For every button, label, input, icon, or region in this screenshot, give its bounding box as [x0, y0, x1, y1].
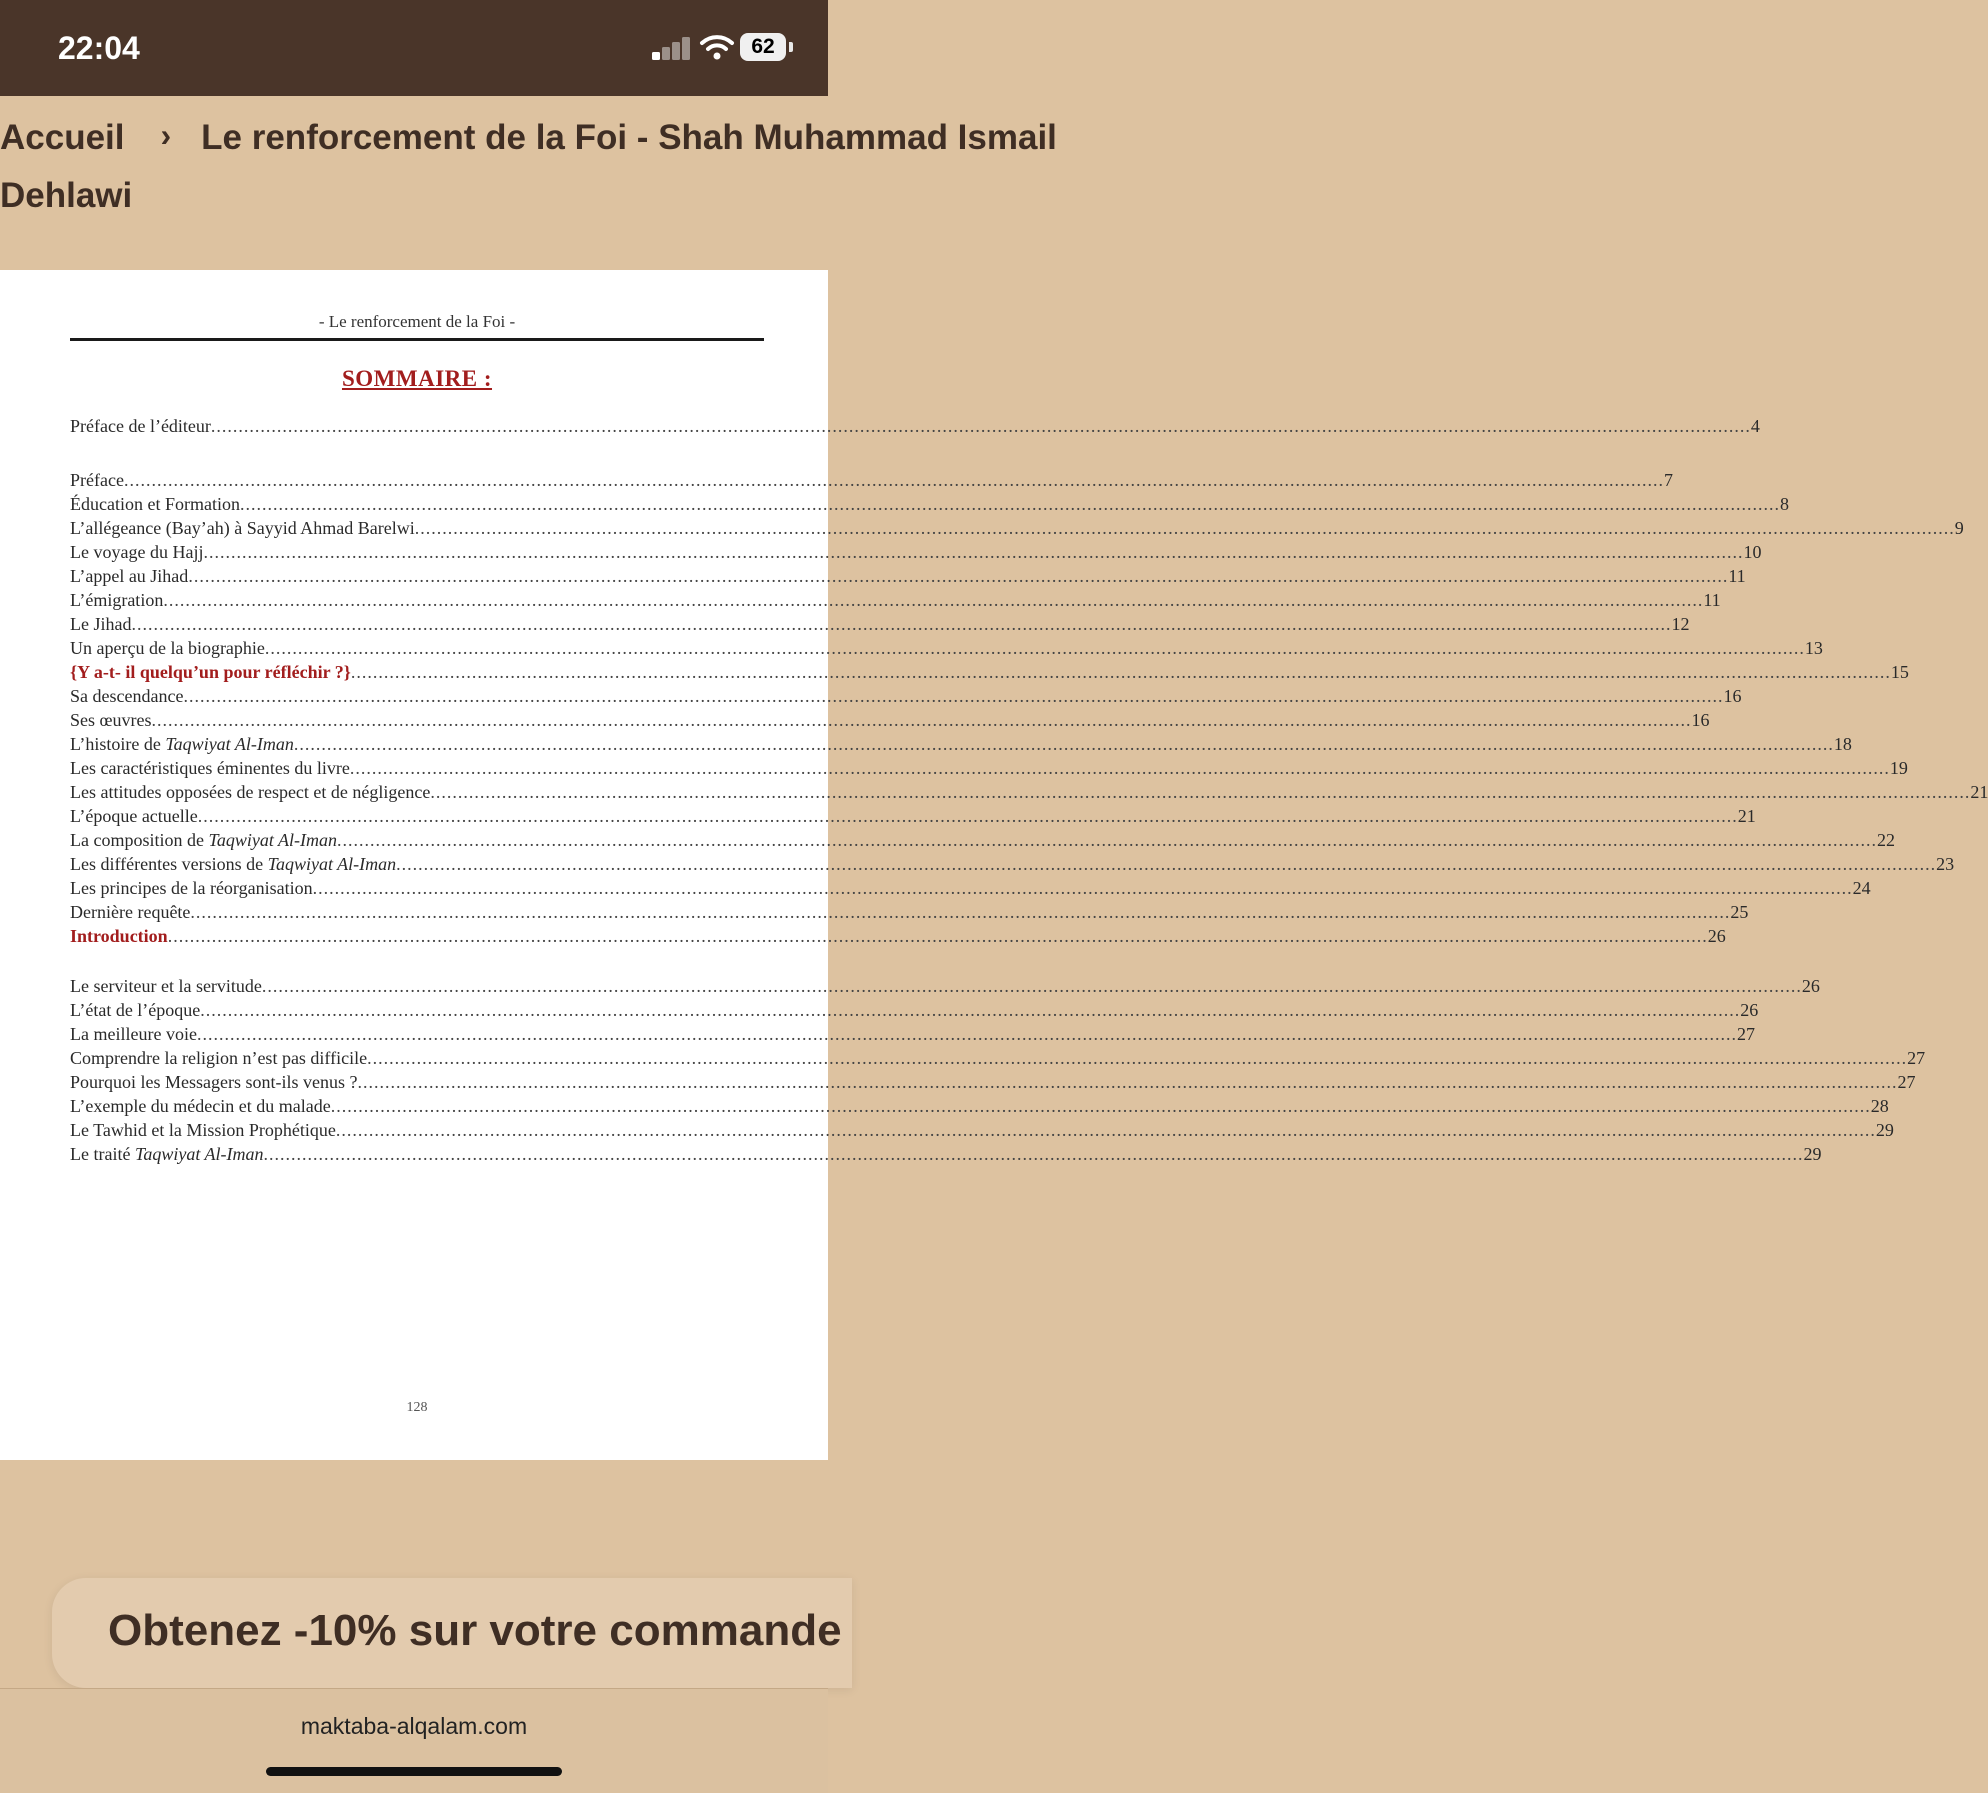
toc-leader-dots: [367, 1048, 1907, 1069]
toc-entry-page: 15: [1890, 662, 1909, 682]
toc-entry-page: 9: [1954, 518, 1964, 538]
toc-entry-page: 21: [1737, 806, 1756, 826]
toc-leader-dots: [262, 976, 1802, 997]
toc-entry[interactable]: [70, 878, 1871, 904]
toc-leader-dots: [197, 1024, 1737, 1045]
toc-entry[interactable]: [70, 758, 1908, 784]
toc-entry-page: 13: [1804, 638, 1823, 658]
toc-leader-dots: [430, 782, 1970, 803]
document-page: [0, 270, 1988, 1460]
toc-leader-dots: [350, 758, 1890, 779]
chevron-right-icon: ›: [160, 117, 172, 153]
page-number: 128: [406, 1400, 428, 1415]
toc-entry-page: 16: [1723, 686, 1742, 706]
toc-leader-dots: [163, 590, 1703, 611]
toc-leader-dots: [331, 1096, 1871, 1117]
toc-leader-dots: [313, 878, 1853, 899]
toc-entry-title: Préface: [70, 470, 124, 490]
wifi-icon: [700, 34, 734, 60]
toc-entry-title: Le voyage du Hajj: [70, 542, 204, 562]
toc-leader-dots: [200, 1000, 1740, 1021]
header-rule: [70, 338, 764, 341]
toc-entry-page: 7: [1663, 470, 1673, 490]
toc-entry-page: 4: [1750, 416, 1760, 436]
toc-leader-dots: [265, 638, 1805, 659]
toc-entry-page: 22: [1877, 830, 1895, 850]
toc-leader-dots: [337, 830, 1877, 851]
toc-entry-page: 27: [1736, 1024, 1755, 1044]
running-title: - Le renforcement de la Foi -: [318, 312, 516, 331]
toc-entry[interactable]: [70, 1120, 1894, 1146]
breadcrumb-current: Le renforcement de la Foi - Shah Muhammad Ismail: [201, 118, 1057, 157]
toc-entry-title: La composition de Taqwiyat Al-Iman: [70, 830, 337, 850]
toc-entry-page: 21: [1970, 782, 1988, 802]
toc-entry[interactable]: [70, 662, 1909, 688]
toc-entry[interactable]: [70, 1048, 1926, 1074]
toc-entry-page: 26: [1740, 1000, 1759, 1020]
toc-entry-title: L’exemple du médecin et du malade: [70, 1096, 331, 1116]
toc-entry[interactable]: [70, 590, 1721, 616]
toc-entry-title: Le Jihad: [70, 614, 132, 634]
breadcrumb-home-link[interactable]: Accueil: [0, 118, 125, 157]
toc-leader-dots: [357, 1072, 1897, 1093]
toc-entry[interactable]: [70, 782, 1988, 808]
toc-entry[interactable]: [70, 1024, 1755, 1050]
toc-entry[interactable]: [70, 976, 1820, 1002]
toc-leader-dots: [294, 734, 1834, 755]
toc-entry[interactable]: [70, 1072, 1916, 1098]
toc-leader-dots: [198, 806, 1738, 827]
toc-leader-dots: [211, 416, 1751, 437]
toc-leader-dots: [131, 614, 1671, 635]
toc-entry-title: Un aperçu de la biographie: [70, 638, 265, 658]
toc-entry-title: {Y a-t- il quelqu’un pour réfléchir ?}: [70, 662, 351, 682]
toc-entry-title: Les principes de la réorganisation: [70, 878, 313, 898]
toc-leader-dots: [415, 518, 1955, 539]
toc-entry-title: Sa descendance: [70, 686, 184, 706]
cellular-signal-icon: [652, 36, 692, 60]
toc-leader-dots: [168, 926, 1708, 947]
toc-leader-dots: [190, 902, 1730, 923]
toc-entry-page: 23: [1936, 854, 1955, 874]
toc-entry-title: Introduction: [70, 926, 168, 946]
toc-entry[interactable]: [70, 614, 1690, 640]
toc-entry-title: Les attitudes opposées de respect et de négligence: [70, 782, 431, 802]
toc-entry[interactable]: [70, 416, 1760, 442]
toc-entry[interactable]: [70, 926, 1726, 952]
toc-entry-title: Le serviteur et la servitude: [70, 976, 262, 996]
toc-entry-page: 12: [1671, 614, 1690, 634]
toc-leader-dots: [263, 1144, 1803, 1165]
toc-entry-page: 25: [1730, 902, 1749, 922]
battery-icon: 62: [740, 33, 786, 61]
toc-leader-dots: [336, 1120, 1876, 1141]
toc-entry[interactable]: [70, 542, 1762, 568]
toc-entry[interactable]: [70, 1000, 1759, 1026]
toc-leader-dots: [351, 662, 1891, 683]
toc-entry-page: 26: [1801, 976, 1820, 996]
toc-entry-title: L’état de l’époque: [70, 1000, 201, 1020]
address-url: maktaba-alqalam.com: [300, 1713, 528, 1739]
toc-entry-title: Les caractéristiques éminentes du livre: [70, 758, 350, 778]
breadcrumb: [0, 96, 1057, 270]
toc-entry[interactable]: [70, 686, 1742, 712]
toc-entry-title: L’appel au Jihad: [70, 566, 189, 586]
toc-leader-dots: [152, 710, 1692, 731]
toc-entry-title: Dernière requête: [70, 902, 191, 922]
toc-entry[interactable]: [70, 638, 1823, 664]
toc-entry-title: Le traité Taqwiyat Al-Iman: [70, 1144, 264, 1164]
toc-entry-title: Le Tawhid et la Mission Prophétique: [70, 1120, 336, 1140]
toc-entry[interactable]: [70, 470, 1673, 496]
toc-entry-title: Ses œuvres: [70, 710, 152, 730]
toc-entry-title: Les différentes versions de Taqwiyat Al-Iman: [70, 854, 397, 874]
status-time: 22:04: [58, 30, 140, 66]
toc-leader-dots: [240, 494, 1780, 515]
toc-entry[interactable]: [70, 710, 1710, 736]
toc-entry-page: 27: [1897, 1072, 1916, 1092]
toc-entry-page: 29: [1875, 1120, 1894, 1140]
toc-entry-page: 11: [1703, 590, 1721, 610]
toc-entry[interactable]: [70, 854, 1955, 880]
toc-entry[interactable]: [70, 1096, 1889, 1122]
toc-entry-title: Pourquoi les Messagers sont-ils venus ?: [70, 1072, 358, 1092]
toc-entry[interactable]: [70, 518, 1964, 544]
toc-entry-title: L’allégeance (Bay’ah) à Sayyid Ahmad Barelwi: [70, 518, 415, 538]
toc-entry-page: 10: [1743, 542, 1762, 562]
toc-entry-title: La meilleure voie: [70, 1024, 197, 1044]
toc-entry[interactable]: [70, 1144, 1822, 1170]
toc-entry-title: Éducation et Formation: [70, 494, 240, 514]
toc-entry-page: 28: [1870, 1096, 1889, 1116]
promo-banner[interactable]: [52, 1578, 852, 1688]
promo-text: Obtenez -10% sur votre commande: [108, 1606, 842, 1655]
toc-entry-page: 18: [1833, 734, 1852, 754]
page-title: SOMMAIRE :: [341, 366, 493, 391]
toc-leader-dots: [183, 686, 1723, 707]
toc-entry-title: Préface de l’éditeur: [70, 416, 211, 436]
toc-entry-title: L’émigration: [70, 590, 164, 610]
toc-entry[interactable]: [70, 902, 1749, 928]
toc-entry[interactable]: [70, 494, 1789, 520]
toc-entry-page: 16: [1691, 710, 1710, 730]
toc-entry[interactable]: [70, 566, 1746, 592]
breadcrumb-line-1: [0, 118, 1057, 158]
breadcrumb-line-2: Dehlawi: [0, 176, 133, 215]
toc-leader-dots: [124, 470, 1664, 491]
browser-address-bar[interactable]: [0, 1688, 828, 1793]
toc-entry[interactable]: [70, 806, 1756, 832]
toc-entry-page: 24: [1852, 878, 1871, 898]
toc-entry-page: 19: [1889, 758, 1908, 778]
toc-entry-page: 29: [1803, 1144, 1822, 1164]
home-indicator[interactable]: [266, 1767, 562, 1776]
toc-entry-page: 27: [1907, 1048, 1926, 1068]
status-bar: [0, 0, 828, 96]
toc-entry[interactable]: [70, 734, 1852, 760]
toc-entry-title: L’histoire de Taqwiyat Al-Iman: [70, 734, 294, 754]
toc-leader-dots: [203, 542, 1743, 563]
toc-entry[interactable]: [70, 830, 1895, 856]
toc-leader-dots: [188, 566, 1728, 587]
toc-entry-page: 8: [1779, 494, 1789, 514]
toc-entry-page: 26: [1707, 926, 1726, 946]
toc-leader-dots: [396, 854, 1936, 875]
toc-entry-title: L’époque actuelle: [70, 806, 198, 826]
toc-entry-title: Comprendre la religion n’est pas difficile: [70, 1048, 368, 1068]
toc-entry-page: 11: [1728, 566, 1746, 586]
battery-cap: [789, 42, 793, 52]
